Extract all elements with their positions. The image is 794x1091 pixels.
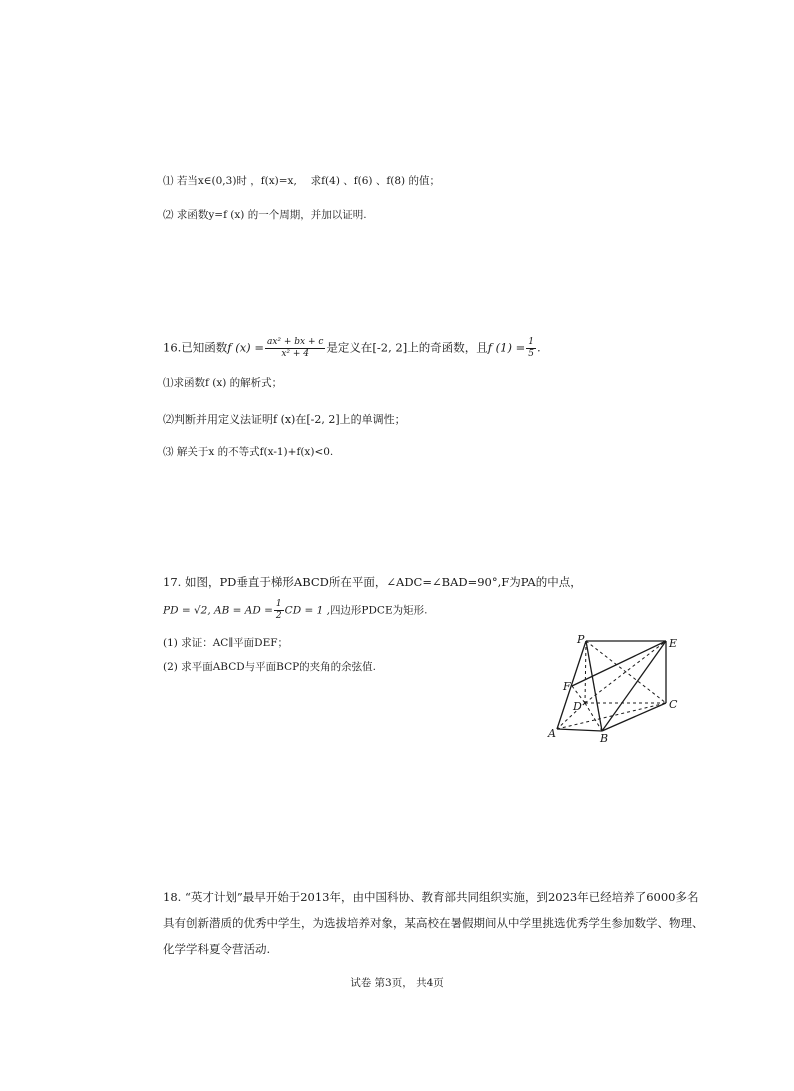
label-D: D [573,700,582,713]
q16-function-name: f (x) = [227,340,264,355]
label-P: P [577,633,585,646]
q18-line2: 具有创新潜质的优秀中学生，为选拔培养对象，某高校在暑假期间从中学里挑选优秀学生参加数学、物理、 [163,916,704,930]
q17-statement: 17. 如图，PD垂直于梯形ABCD所在平面，∠ADC=∠BAD=90°,F为PA的中点， [163,575,582,589]
q16-denominator: x² + 4 [281,349,310,359]
q18-line1: 18. “英才计划”最早开始于2013年，由中国科协、教育部共同组织实施，到2023年已经培养了6000多名 [163,890,699,904]
q17-cond-a: PD = √2, AB = AD = [163,604,273,617]
edge-PB [586,641,602,731]
q17-part1: (1) 求证：AC∥平面DEF； [163,637,289,649]
q16-f1-denominator: 5 [528,349,534,359]
q15-part2: ⑵ 求函数y=f (x) 的一个周期，并加以证明. [163,209,367,221]
q17-half-fraction [274,600,284,621]
q16-f1: f (1) = [487,340,526,355]
q16-condition: 是定义在[-2, 2]上的奇函数，且 [326,340,488,355]
q16-f1-fraction [526,338,536,359]
q16-part1: ⑴求函数f (x) 的解析式； [163,377,283,389]
q16-statement [163,338,541,359]
label-C: C [669,698,678,711]
q17-cond-b: CD = 1 , [284,604,330,617]
geometry-figure [545,630,695,745]
label-F: F [563,680,571,693]
edge-PD [585,641,586,703]
q17-part2: (2) 求平面ABCD与平面BCP的夹角的余弦值. [163,661,377,673]
q17-frac-numerator: 1 [275,599,282,609]
q16-fraction [265,338,325,359]
q15-part1: ⑴ 若当x∈(0,3)时 ，f(x)=x, 求f(4) 、f(6) 、f(8) 的值； [163,175,440,187]
q16-lead: 16.已知函数 [163,340,228,355]
page-footer: 试卷 第3页， 共4页 [350,977,444,989]
q17-conditions [163,600,427,621]
label-A: A [548,727,556,740]
q16-numerator: ax² + bx + c [266,337,324,347]
q16-period: . [536,340,541,355]
label-E: E [669,637,678,650]
label-B: B [600,732,609,745]
edge-AB [557,729,602,731]
q18-line3: 化学学科夏令营活动. [163,942,271,956]
q17-cond-c: 四边形PDCE为矩形. [329,604,428,617]
q16-part2: ⑵判断并用定义法证明f (x)在[-2, 2]上的单调性； [163,413,406,426]
q17-frac-denominator: 2 [275,611,282,621]
q16-part3: ⑶ 解关于x 的不等式f(x-1)+f(x)<0. [163,446,334,458]
q16-f1-numerator: 1 [528,337,534,347]
